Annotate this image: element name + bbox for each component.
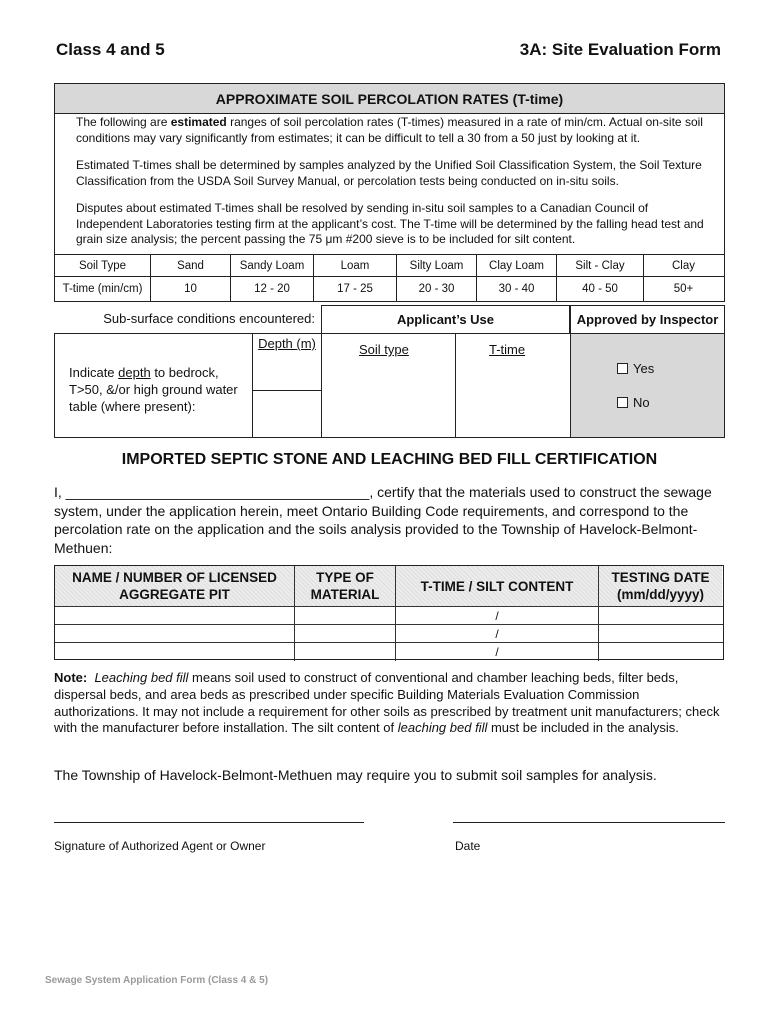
t-time-column[interactable] xyxy=(456,334,571,437)
footer-form-name: Sewage System Application Form (Class 4 & 5) xyxy=(45,975,269,986)
soil-type-cell: Silt - Clay xyxy=(557,255,644,277)
t-time-cell: 30 - 40 xyxy=(477,277,557,301)
soil-type-row xyxy=(55,254,724,277)
t-time-cell: 40 - 50 xyxy=(557,277,644,301)
t-time-cell: 12 - 20 xyxy=(231,277,314,301)
t-time-silt-input[interactable]: / xyxy=(396,643,599,661)
soil-type-cell: Clay Loam xyxy=(477,255,557,277)
certification-statement: I, _______________________________________, certify that the materials used to construct the sewage system, under the application herein, meet Ontario Building Code requirements, and correspond to the percolation rate on the application and the soils analysis provided to the Township of Havelock-Belmont-Methuen: xyxy=(54,484,712,556)
aggregate-table xyxy=(54,565,724,660)
soil-type-cell: Sand xyxy=(151,255,231,277)
t-time-cell: 20 - 30 xyxy=(397,277,477,301)
aggregate-row xyxy=(55,624,723,643)
inspector-column xyxy=(571,334,724,437)
t-time-silt-input[interactable]: / xyxy=(396,607,599,625)
leaching-bed-note: Note: Leaching bed fill means soil used to construct of conventional and chamber leaching beds, filter beds, dispersal beds, and area beds as prescribed under specific Building Materials Evaluation Commission authorizations. It may not include a requirement for other soils as prescribed by treatment unit manufacturers; check with the manufacturer before installation. The silt content of leaching bed fill must be included in the analysis. xyxy=(54,670,720,736)
depth-input-1[interactable] xyxy=(253,354,321,390)
certifier-name-field[interactable]: _______________________________________ xyxy=(65,484,370,500)
soil-type-cell: Sandy Loam xyxy=(231,255,314,277)
signature-line[interactable] xyxy=(54,822,364,823)
pit-name-input[interactable] xyxy=(55,643,295,661)
subsurface-table xyxy=(54,333,725,438)
t-time-cell: 17 - 25 xyxy=(314,277,397,301)
material-type-input[interactable] xyxy=(295,625,396,643)
soil-type-cell: Clay xyxy=(671,260,695,272)
signature-label: Signature of Authorized Agent or Owner xyxy=(54,839,266,853)
pit-name-header: NAME / NUMBER OF LICENSED AGGREGATE PIT xyxy=(55,566,295,606)
checkbox-icon xyxy=(617,363,628,374)
subsurface-label: Sub-surface conditions encountered: xyxy=(103,311,315,326)
form-class-title: Class 4 and 5 xyxy=(56,40,165,59)
date-line[interactable] xyxy=(453,822,725,823)
testing-date-input[interactable] xyxy=(599,643,722,661)
percolation-rates-box xyxy=(54,83,725,302)
date-label: Date xyxy=(455,839,481,853)
percolation-rates-title: APPROXIMATE SOIL PERCOLATION RATES (T-time) xyxy=(55,84,724,114)
soil-type-column[interactable] xyxy=(322,334,456,437)
t-time-row xyxy=(55,276,724,301)
t-time-label: T-time xyxy=(489,342,526,357)
soil-type-header: Soil Type xyxy=(55,255,151,277)
t-time-header: T-time (min/cm) xyxy=(55,277,151,301)
certification-title: IMPORTED SEPTIC STONE AND LEACHING BED FILL CERTIFICATION xyxy=(121,451,658,468)
testing-date-header: TESTING DATE (mm/dd/yyyy) xyxy=(599,566,722,606)
no-checkbox[interactable]: No xyxy=(617,395,650,410)
soil-type-cell: Silty Loam xyxy=(397,255,477,277)
testing-date-input[interactable] xyxy=(599,625,722,643)
percolation-paragraph-estimates: The following are estimated ranges of soil percolation rates (T-times) measured in a rate of min/cm. Actual on-site soil conditions may vary significantly from estimates; it can be difficult to tell a 30 from a 50 just by looking at it. xyxy=(76,115,703,145)
material-type-header: TYPE OF MATERIAL xyxy=(295,566,396,606)
soil-type-label: Soil type xyxy=(359,342,409,357)
depth-header: Depth (m) xyxy=(258,336,316,351)
soil-type-cell: Loam xyxy=(314,255,397,277)
pit-name-input[interactable] xyxy=(55,625,295,643)
material-type-input[interactable] xyxy=(295,643,396,661)
depth-column xyxy=(252,334,322,437)
t-time-cell: 50+ xyxy=(673,283,694,295)
yes-checkbox[interactable]: Yes xyxy=(617,361,654,376)
approved-by-inspector-header: Approved by Inspector xyxy=(570,305,725,334)
t-time-silt-header: T-TIME / SILT CONTENT xyxy=(396,566,599,606)
material-type-input[interactable] xyxy=(295,607,396,625)
pit-name-input[interactable] xyxy=(55,607,295,625)
applicants-use-header: Applicant’s Use xyxy=(321,305,570,334)
t-time-cell: 10 xyxy=(151,277,231,301)
aggregate-row xyxy=(55,642,723,661)
t-time-silt-input[interactable]: / xyxy=(396,625,599,643)
form-section-title: 3A: Site Evaluation Form xyxy=(519,40,721,59)
depth-input-2[interactable] xyxy=(253,391,321,436)
aggregate-table-header xyxy=(55,566,723,606)
testing-date-input[interactable] xyxy=(599,607,722,625)
checkbox-icon xyxy=(617,397,628,408)
township-soil-sample-notice: The Township of Havelock-Belmont-Methuen may require you to submit soil samples for analysis. xyxy=(54,767,657,783)
percolation-paragraph-method: Estimated T-times shall be determined by samples analyzed by the Unified Soil Classification System, the Soil Texture Classification from the USDA Soil Survey Manual, or percolation tests being conducted on in-situ soils. xyxy=(76,158,702,188)
percolation-paragraph-disputes: Disputes about estimated T-times shall be resolved by sending in-situ soil samples to a Canadian Council of Independent Laboratories testing firm at the applicant’s cost. The T-time will be determined by the falling head test and grain size analysis; the percent passing the 75 μm #200 sieve is to be included for silt content. xyxy=(76,201,704,246)
aggregate-row xyxy=(55,606,723,625)
subsurface-instructions: Indicate depth to bedrock, T>50, &/or high ground water table (where present): xyxy=(69,365,238,414)
